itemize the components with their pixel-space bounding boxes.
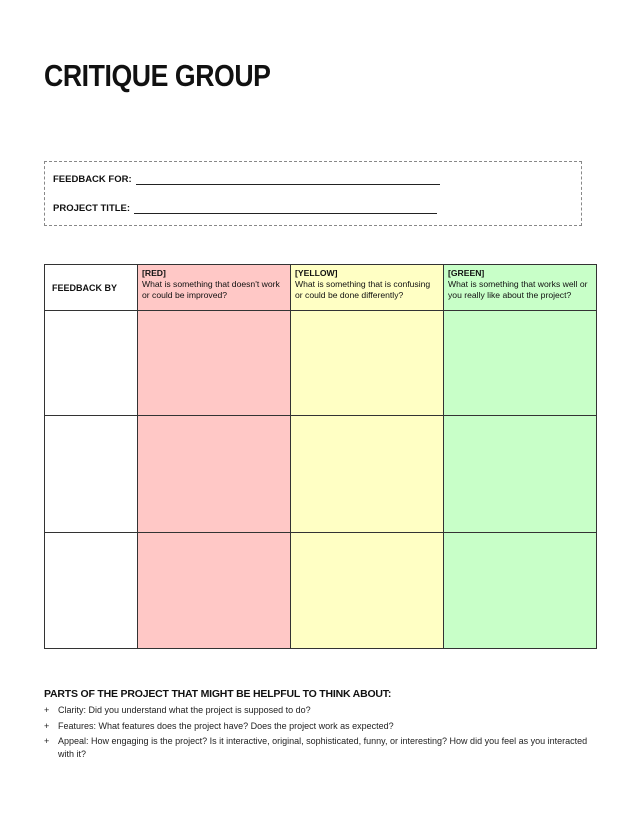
project-info-box [44, 161, 582, 226]
tip-text: Features: What features does the project have? Does the project work as expected? [58, 720, 394, 731]
plus-icon: + [44, 720, 50, 731]
feedback-by-header: FEEDBACK BY [45, 265, 138, 311]
project-title-line[interactable] [134, 204, 437, 214]
tip-text: Clarity: Did you understand what the project is supposed to do? [58, 705, 311, 715]
list-item [44, 704, 604, 717]
yellow-question: What is something that is confusing or could be done differently? [295, 279, 431, 300]
red-column-header [138, 265, 291, 311]
parts-list [44, 704, 604, 763]
list-item [44, 720, 604, 733]
table-row [45, 533, 597, 649]
red-tag: [RED] [142, 268, 166, 278]
green-question: What is something that works well or you really like about the project? [448, 279, 588, 300]
yellow-feedback-cell[interactable] [291, 416, 444, 533]
yellow-feedback-cell[interactable] [291, 533, 444, 649]
red-feedback-cell[interactable] [138, 416, 291, 533]
red-feedback-cell[interactable] [138, 533, 291, 649]
yellow-column-header [291, 265, 444, 311]
plus-icon: + [44, 736, 50, 746]
yellow-feedback-cell[interactable] [291, 311, 444, 416]
feedback-for-line[interactable] [136, 175, 440, 185]
project-title-row [53, 203, 437, 214]
green-feedback-cell[interactable] [444, 533, 597, 649]
red-question: What is something that doesn't work or could be improved? [142, 279, 280, 300]
green-feedback-cell[interactable] [444, 416, 597, 533]
parts-heading: PARTS OF THE PROJECT THAT MIGHT BE HELPFUL TO THINK ABOUT: [44, 688, 392, 700]
feedback-by-cell[interactable] [45, 311, 138, 416]
tip-text: Appeal: How engaging is the project? Is it interactive, original, sophisticated, funny, or interesting? How did you feel as you interacted with it? [58, 736, 588, 759]
feedback-by-cell[interactable] [45, 416, 138, 533]
feedback-by-cell[interactable] [45, 533, 138, 649]
table-header-row [45, 265, 597, 311]
table-row [45, 311, 597, 416]
red-feedback-cell[interactable] [138, 311, 291, 416]
project-title-label: PROJECT TITLE: [53, 203, 131, 214]
green-feedback-cell[interactable] [444, 311, 597, 416]
table-row [45, 416, 597, 533]
green-column-header [444, 265, 597, 311]
green-tag: [GREEN] [448, 268, 485, 278]
plus-icon: + [44, 705, 50, 715]
list-item [44, 735, 604, 760]
feedback-for-row [53, 174, 440, 185]
critique-table [44, 264, 597, 649]
yellow-tag: [YELLOW] [295, 268, 338, 278]
feedback-for-label: FEEDBACK FOR: [53, 174, 132, 185]
page-title: CRITIQUE GROUP [44, 58, 271, 93]
